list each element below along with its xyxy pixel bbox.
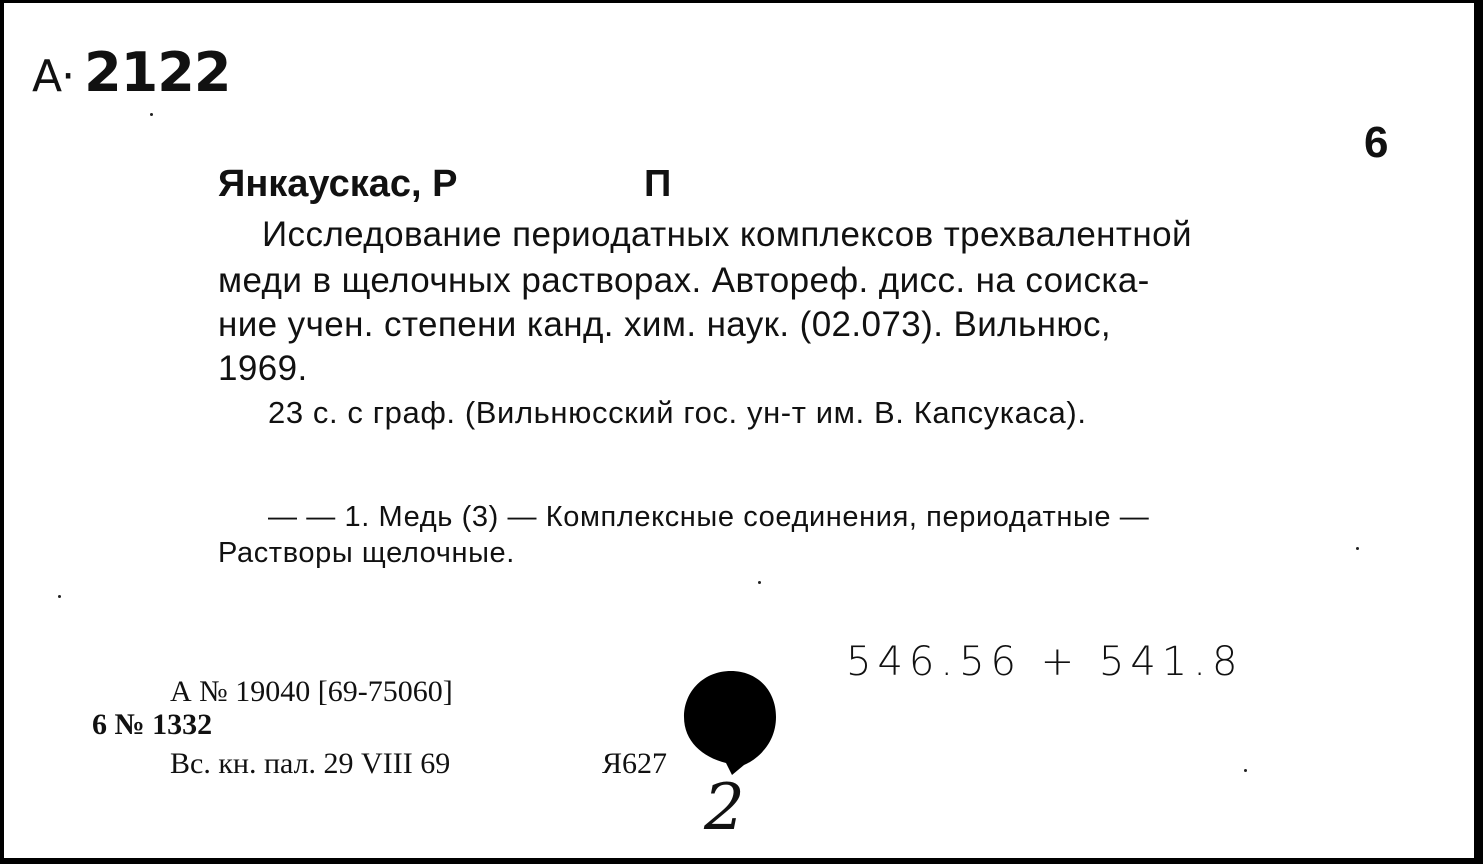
handwritten-digit: 2 [704,771,745,845]
speck [58,595,61,598]
pagination-publisher: 23 с. с граф. (Вильнюсский гос. ун-т им. В. Капсукаса). [268,395,1087,430]
speck [1356,547,1359,550]
speck [150,113,153,116]
title-line-3: ние учен. степени канд. хим. наук. (02.073). Вильнюс, [218,305,1112,344]
title-line-2: меди в щелочных растворах. Автореф. дисс. на соиска- [218,261,1150,300]
catalog-card [4,3,1474,858]
punched-hole [676,667,786,779]
accession-line-2-text: 6 № 1332 [92,708,213,741]
handwritten-accession-number [32,41,230,104]
author-patronymic-initial: П [644,163,672,205]
title-line-4: 1969. [218,349,308,388]
accession-line-2 [92,708,212,742]
accession-line-1: А № 19040 [69-75060] [170,675,453,708]
accession-code: Я627 [602,747,668,780]
accession-line-3: Вс. кн. пал. 29 VIII 69 [170,747,451,780]
title-line-1: Исследование периодатных комплексов трехвалентной [262,215,1192,254]
subject-headings-line-2: Растворы щелочные. [218,537,515,569]
handwritten-number: 2122 [84,41,231,104]
speck [758,581,761,584]
subject-headings-line-1: — — 1. Медь (3) — Комплексные соединения, периодатные — [268,501,1150,533]
handwritten-prefix: А· [32,51,75,102]
author-name: Янкаускас, Р [218,163,458,205]
speck [1244,769,1247,772]
card-number: 6 [1364,118,1389,167]
handwritten-classification-code: 546.56 + 541.8 [846,639,1244,685]
